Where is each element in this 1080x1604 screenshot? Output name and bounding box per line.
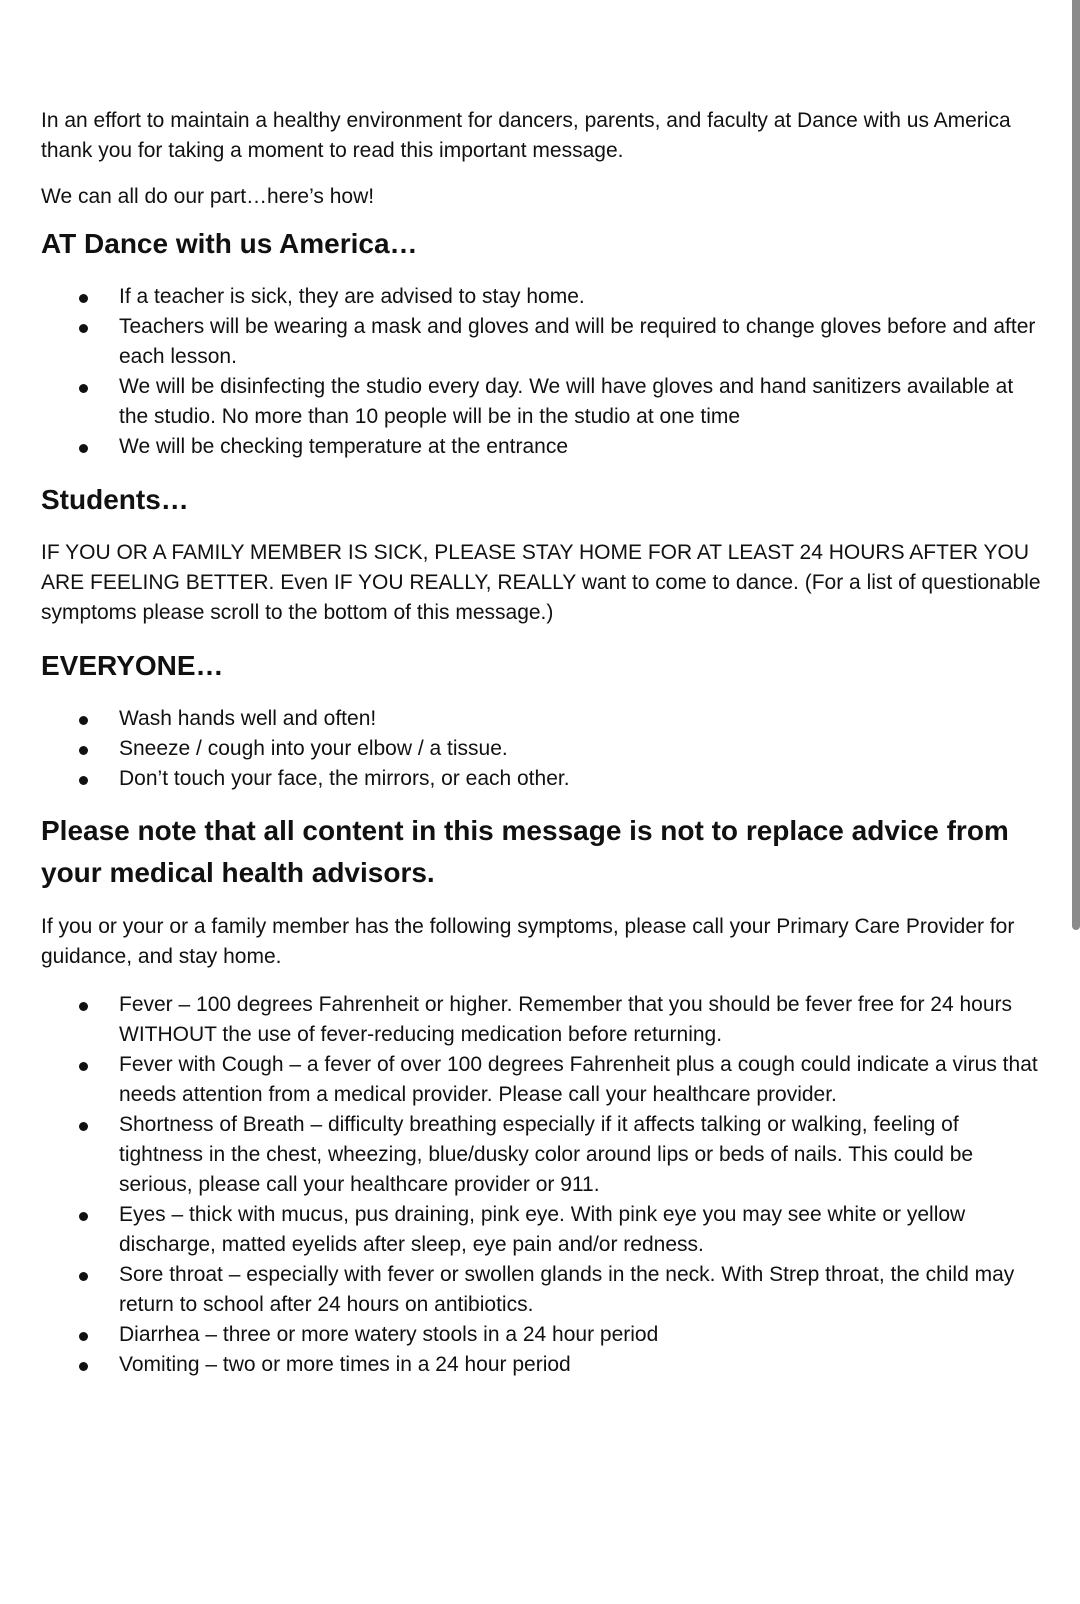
list-item (41, 1320, 1041, 1350)
bullet-icon (79, 776, 88, 785)
bullet-icon (79, 716, 88, 725)
everyone-section-list (41, 704, 1041, 794)
list-item-text: Sneeze / cough into your elbow / a tissue. (119, 737, 508, 760)
bullet-icon (79, 1332, 88, 1341)
list-item (41, 372, 1041, 432)
bullet-icon (79, 1362, 88, 1371)
symptoms-list (41, 990, 1041, 1380)
everyone-section-heading: EVERYONE… (41, 650, 224, 681)
disclaimer-heading: Please note that all content in this message is not to replace advice from your medical health advisors. (41, 815, 1009, 888)
list-item-text: Eyes – thick with mucus, pus draining, pink eye. With pink eye you may see white or yellow discharge, matted eyelids after sleep, eye pain and/or redness. (119, 1203, 966, 1256)
list-item (41, 1200, 1041, 1260)
list-item-text: Fever – 100 degrees Fahrenheit or higher. Remember that you should be fever free for 24 hours WITHOUT the use of fever-reducing medication before returning. (119, 993, 1013, 1046)
list-item-text: Fever with Cough – a fever of over 100 degrees Fahrenheit plus a cough could indicate a virus that needs attention from a medical provider. Please call your healthcare provider. (119, 1053, 1038, 1106)
list-item-text: If a teacher is sick, they are advised to stay home. (119, 285, 585, 308)
bullet-icon (79, 1122, 88, 1131)
list-item (41, 282, 1041, 312)
list-item (41, 734, 1041, 764)
at-section-list (41, 282, 1041, 462)
list-item-text: Don’t touch your face, the mirrors, or each other. (119, 767, 570, 790)
part-paragraph: We can all do our part…here’s how! (41, 185, 375, 208)
list-item-text: Sore throat – especially with fever or swollen glands in the neck. With Strep throat, the child may return to school after 24 hours on antibiotics. (119, 1263, 1015, 1316)
list-item-text: Diarrhea – three or more watery stools in a 24 hour period (119, 1323, 659, 1346)
list-item-text: Teachers will be wearing a mask and gloves and will be required to change gloves before and after each lesson. (119, 315, 1036, 368)
list-item (41, 704, 1041, 734)
list-item (41, 990, 1041, 1050)
bullet-icon (79, 746, 88, 755)
list-item (41, 1350, 1041, 1380)
students-section-heading: Students… (41, 484, 189, 515)
list-item (41, 1050, 1041, 1110)
list-item-text: Vomiting – two or more times in a 24 hour period (119, 1353, 571, 1376)
vertical-scrollbar[interactable] (1072, 0, 1080, 930)
bullet-icon (79, 324, 88, 333)
bullet-icon (79, 294, 88, 303)
intro-paragraph: In an effort to maintain a healthy environment for dancers, parents, and faculty at Dance with us America thank you for taking a moment to read this important message. (41, 109, 1011, 162)
symptoms-intro-paragraph: If you or your or a family member has the following symptoms, please call your Primary Care Provider for guidance, and stay home. (41, 915, 1015, 968)
list-item (41, 1260, 1041, 1320)
list-item-text: We will be disinfecting the studio every day. We will have gloves and hand sanitizers available at the studio. No more than 10 people will be in the studio at one time (119, 375, 1014, 428)
bullet-icon (79, 384, 88, 393)
bullet-icon (79, 1062, 88, 1071)
list-item-text: Shortness of Breath – difficulty breathing especially if it affects talking or walking, feeling of tightness in the chest, wheezing, blue/dusky color around lips or beds of nails. This could be serious, please call your healthcare provider or 911. (119, 1113, 974, 1196)
list-item (41, 312, 1041, 372)
list-item (41, 432, 1041, 462)
list-item (41, 764, 1041, 794)
bullet-icon (79, 1002, 88, 1011)
list-item (41, 1110, 1041, 1200)
list-item-text: Wash hands well and often! (119, 707, 377, 730)
students-paragraph: IF YOU OR A FAMILY MEMBER IS SICK, PLEASE STAY HOME FOR AT LEAST 24 HOURS AFTER YOU ARE FEELING BETTER. Even IF YOU REALLY, REALLY want to come to dance. (For a list of questionable symptoms please scroll to the bottom of this message.) (41, 541, 1041, 624)
bullet-icon (79, 1272, 88, 1281)
document-body (41, 106, 1041, 1380)
at-section-heading: AT Dance with us America… (41, 228, 418, 259)
bullet-icon (79, 1212, 88, 1221)
list-item-text: We will be checking temperature at the entrance (119, 435, 569, 458)
bullet-icon (79, 444, 88, 453)
